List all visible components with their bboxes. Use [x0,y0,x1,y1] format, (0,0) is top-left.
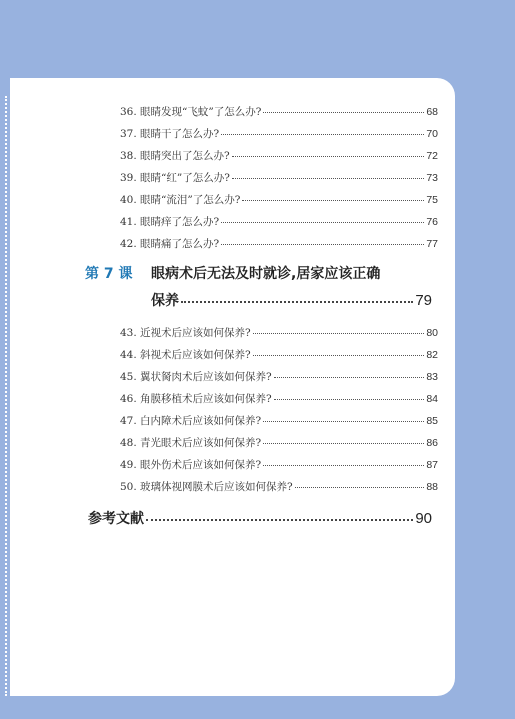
leader-dots [232,156,425,157]
references-page: 90 [415,510,432,527]
leader-dots [274,377,425,378]
lesson-title-continued: 保养 [151,293,179,309]
toc-entry-38[interactable] [120,148,438,163]
toc-entry-title: 47. 白内障术后应该如何保养? [120,415,262,427]
toc-entry-40[interactable] [120,192,438,207]
toc-entry-title: 36. 眼睛发现“飞蚊”了怎么办? [120,106,262,118]
toc-entry-page: 70 [426,128,438,140]
leader-dots [263,465,424,466]
toc-entry-42[interactable] [120,236,438,251]
toc-entry-title: 46. 角膜移植术后应该如何保养? [120,393,272,405]
toc-entry-39[interactable] [120,170,438,185]
toc-entry-45[interactable] [120,369,438,384]
toc-entry-36[interactable] [120,104,438,119]
toc-entry-title: 38. 眼睛突出了怎么办? [120,150,230,162]
lesson-title-line2[interactable] [151,290,432,310]
leader-dots [295,487,425,488]
toc-entry-44[interactable] [120,347,438,362]
toc-entry-title: 50. 玻璃体视网膜术后应该如何保养? [120,481,293,493]
leader-dots [221,244,424,245]
toc-entry-title: 39. 眼睛“红”了怎么办? [120,172,230,184]
toc-entry-title: 42. 眼睛痛了怎么办? [120,238,220,250]
toc-entry-page: 84 [426,393,438,405]
toc-entry-page: 83 [426,371,438,383]
toc-entry-title: 43. 近视术后应该如何保养? [120,327,251,339]
toc-entry-49[interactable] [120,457,438,472]
toc-entry-page: 73 [426,172,438,184]
toc-entry-47[interactable] [120,413,438,428]
references-title: 参考文献 [88,511,144,527]
toc-entry-page: 80 [426,327,438,339]
leader-dots [181,301,413,303]
leader-dots [221,134,424,135]
toc-entry-title: 41. 眼睛痒了怎么办? [120,216,220,228]
lesson-title-line1[interactable]: 眼病术后无法及时就诊,居家应该正确 [151,266,381,282]
toc-entry-references[interactable] [88,508,432,528]
toc-entry-page: 77 [426,238,438,250]
binding-stitch-decoration [5,96,7,696]
toc-entry-48[interactable] [120,435,438,450]
toc-entry-title: 45. 翼状胬肉术后应该如何保养? [120,371,272,383]
toc-entry-title: 44. 斜视术后应该如何保养? [120,349,251,361]
leader-dots [253,355,425,356]
toc-entry-page: 76 [426,216,438,228]
toc-entry-50[interactable] [120,479,438,494]
leader-dots [253,333,425,334]
toc-entry-page: 68 [426,106,438,118]
toc-page [10,78,455,696]
toc-entry-title: 40. 眼睛“流泪”了怎么办? [120,194,241,206]
toc-entry-37[interactable] [120,126,438,141]
toc-entry-title: 37. 眼睛干了怎么办? [120,128,220,140]
leader-dots [232,178,424,179]
leader-dots [242,200,424,201]
toc-entry-page: 87 [426,459,438,471]
toc-entry-title: 49. 眼外伤术后应该如何保养? [120,459,262,471]
leader-dots [274,399,425,400]
toc-entry-title: 48. 青光眼术后应该如何保养? [120,437,262,449]
leader-dots [263,112,424,113]
toc-entry-page: 75 [426,194,438,206]
leader-dots [263,443,424,444]
toc-entry-page: 88 [426,481,438,493]
leader-dots [221,222,424,223]
toc-entry-page: 72 [426,150,438,162]
lesson-number: 第 7 课 [85,266,133,282]
toc-entry-page: 86 [426,437,438,449]
toc-entry-46[interactable] [120,391,438,406]
leader-dots [146,519,413,521]
leader-dots [263,421,424,422]
toc-entry-page: 82 [426,349,438,361]
lesson-page: 79 [415,292,432,309]
toc-entry-43[interactable] [120,325,438,340]
toc-entry-page: 85 [426,415,438,427]
toc-entry-41[interactable] [120,214,438,229]
